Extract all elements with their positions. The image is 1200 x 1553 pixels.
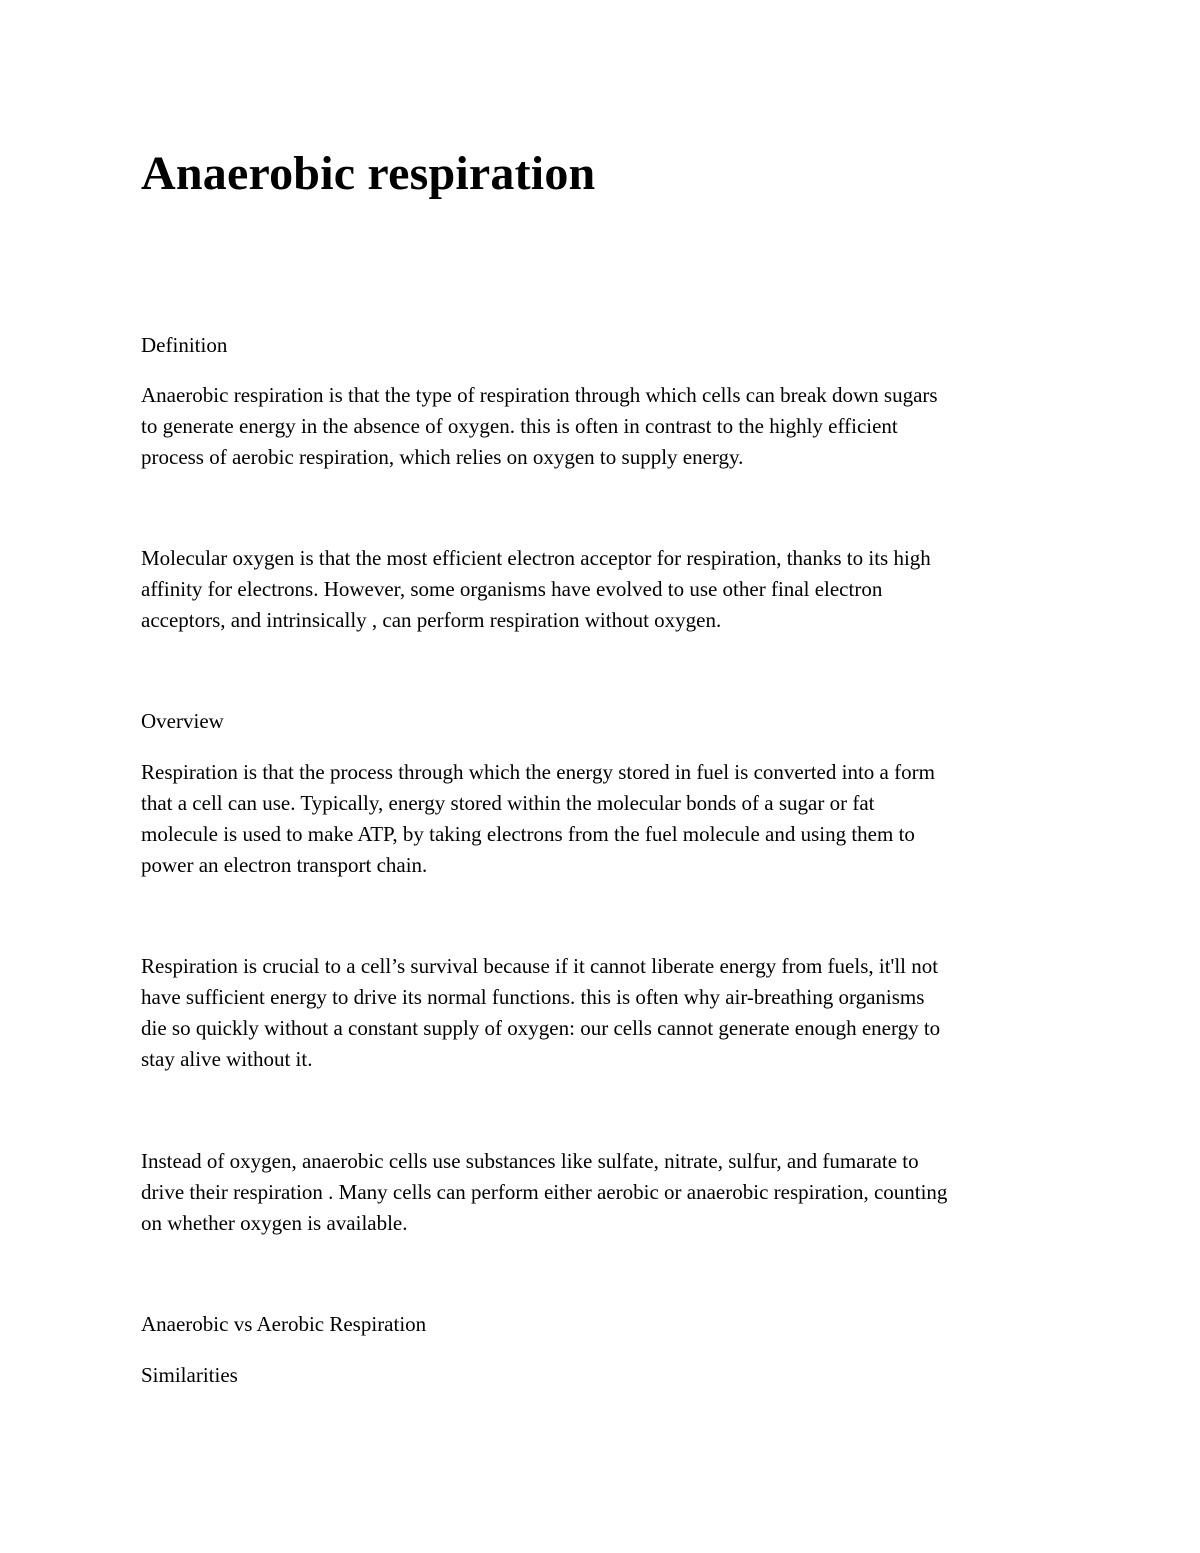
text-line: to generate energy in the absence of oxygen. this is often in contrast to the highly efficient [141, 414, 898, 438]
text-line: Anaerobic respiration is that the type of respiration through which cells can break down sugars [141, 383, 938, 407]
substances-paragraph [141, 1146, 1071, 1239]
text-line: Respiration is that the process through which the energy stored in fuel is converted into a form [141, 760, 935, 784]
overview-heading [141, 706, 1071, 737]
comparison-heading [141, 1309, 1071, 1340]
overview-paragraph [141, 757, 1071, 881]
text-line: power an electron transport chain. [141, 853, 428, 877]
text-line: Similarities [141, 1363, 238, 1387]
text-line: affinity for electrons. However, some organisms have evolved to use other final electron [141, 577, 883, 601]
text-line: Instead of oxygen, anaerobic cells use substances like sulfate, nitrate, sulfur, and fumarate to [141, 1149, 919, 1173]
text-line: Definition [141, 333, 228, 357]
survival-paragraph [141, 951, 1071, 1075]
text-line: acceptors, and intrinsically , can perform respiration without oxygen. [141, 608, 722, 632]
text-line: have sufficient energy to drive its normal functions. this is often why air-breathing organisms [141, 985, 925, 1009]
text-line: stay alive without it. [141, 1047, 313, 1071]
text-line: Molecular oxygen is that the most efficient electron acceptor for respiration, thanks to its high [141, 546, 931, 570]
text-line: on whether oxygen is available. [141, 1211, 408, 1235]
similarities-heading [141, 1360, 1071, 1391]
text-line: molecule is used to make ATP, by taking electrons from the fuel molecule and using them to [141, 822, 915, 846]
definition-paragraph [141, 380, 1071, 473]
text-line: die so quickly without a constant supply of oxygen: our cells cannot generate enough energy to [141, 1016, 941, 1040]
text-line: that a cell can use. Typically, energy stored within the molecular bonds of a sugar or fat [141, 791, 875, 815]
oxygen-paragraph [141, 543, 1071, 636]
document-title: Anaerobic respiration [141, 147, 596, 200]
text-line: Anaerobic vs Aerobic Respiration [141, 1312, 427, 1336]
text-line: Respiration is crucial to a cell’s survival because if it cannot liberate energy from fuels, it'll not [141, 954, 939, 978]
text-line: Overview [141, 709, 224, 733]
definition-heading [141, 330, 1071, 361]
text-line: drive their respiration . Many cells can perform either aerobic or anaerobic respiration, counting [141, 1180, 948, 1204]
text-line: process of aerobic respiration, which relies on oxygen to supply energy. [141, 445, 744, 469]
